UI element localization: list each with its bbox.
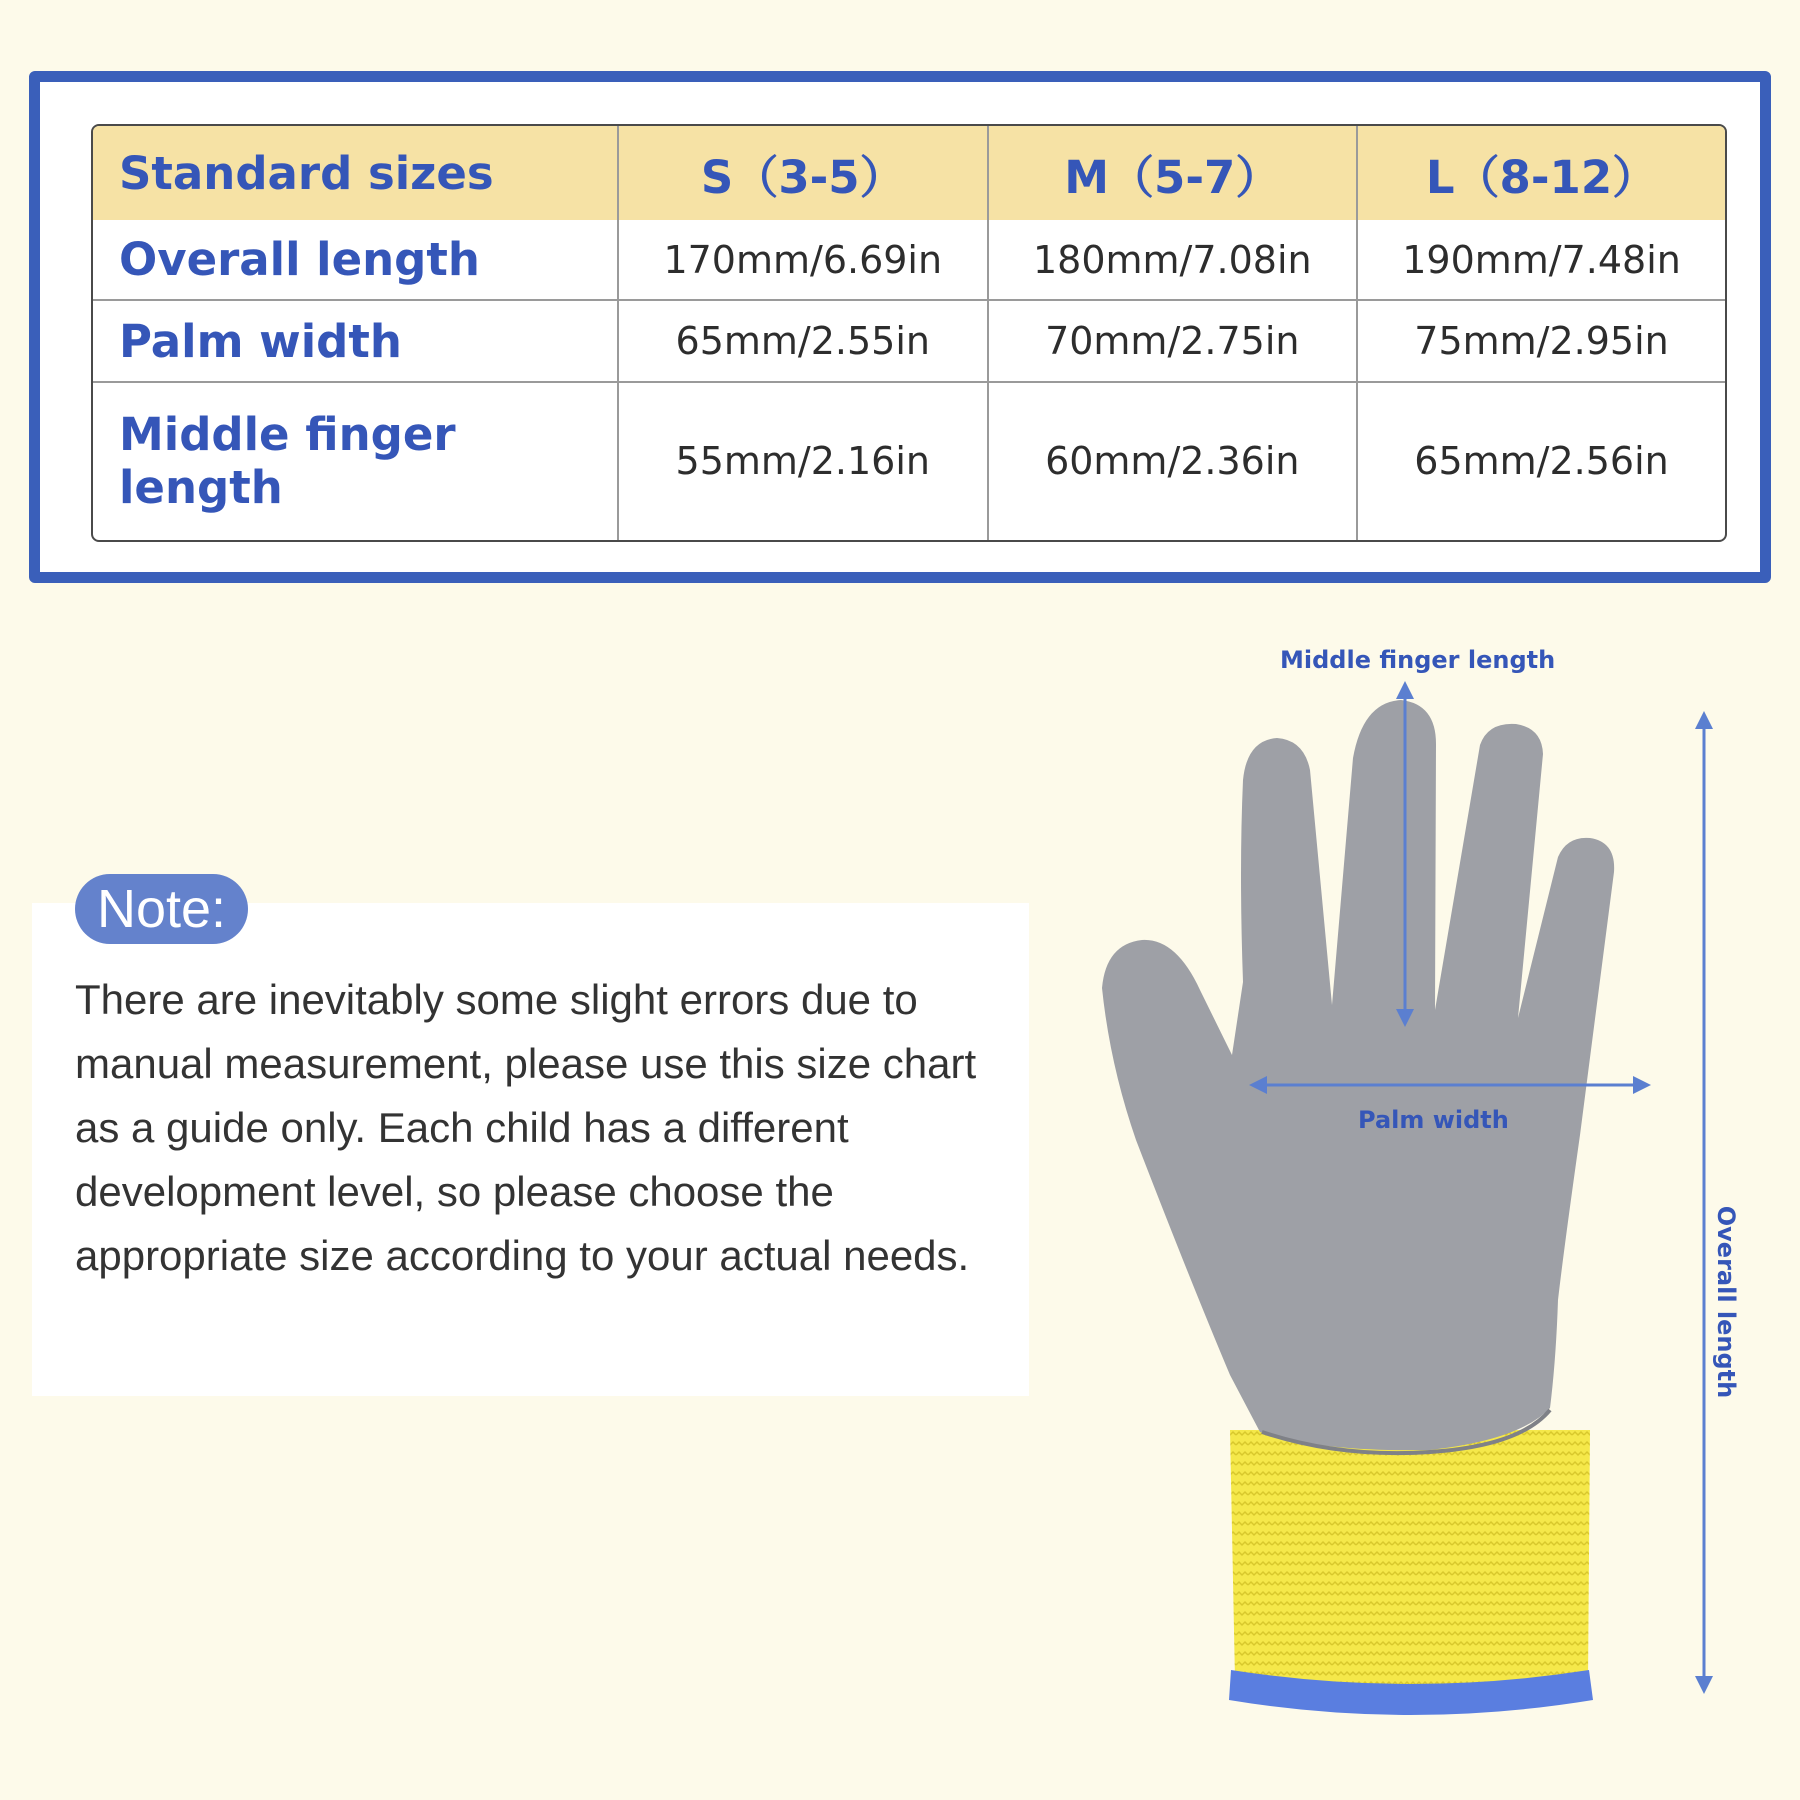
palm-width-label: Palm width [1358,1106,1509,1134]
glove-illustration [1080,640,1780,1760]
table-row-middle-finger-length [93,383,1725,540]
table-cell: 75mm/2.95in [1358,301,1725,382]
table-cell: 60mm/2.36in [989,383,1359,540]
table-cell: 65mm/2.56in [1414,439,1669,484]
table-cell: 190mm/7.48in [1358,220,1725,301]
header-standard-sizes: Standard sizes [93,126,619,220]
glove-cuff [1230,1430,1590,1694]
note-badge: Note: [75,874,248,944]
row-label: Middle finger length [93,383,619,540]
table-cell: 65mm/2.55in [619,301,989,382]
overall-length-label: Overall length [1712,1205,1740,1399]
glove-measurement-diagram [1080,640,1780,1760]
table-cell: 170mm/6.69in [619,220,989,301]
table-cell: 180mm/7.08in [989,220,1359,301]
glove-palm [1102,700,1614,1450]
table-row-palm-width [93,301,1725,382]
middle-finger-length-label: Middle finger length [1280,646,1556,674]
table-row-overall-length [93,220,1725,301]
table-cell: 55mm/2.16in [619,383,989,540]
header-size-s: S（3-5） [619,126,989,220]
table-header-row [93,126,1725,220]
header-size-l: L（8-12） [1358,126,1725,220]
table-cell: 70mm/2.75in [989,301,1359,382]
row-label: Overall length [93,220,619,301]
size-chart-table [91,124,1727,542]
header-size-m: M（5-7） [989,126,1359,220]
row-label: Palm width [93,301,619,382]
note-text: There are inevitably some slight errors due to manual measurement, please use this size chart as a guide only. Each child has a different development level, so please choose the appropriate size according to your actual needs. [75,976,977,1279]
size-chart-frame [29,71,1771,583]
